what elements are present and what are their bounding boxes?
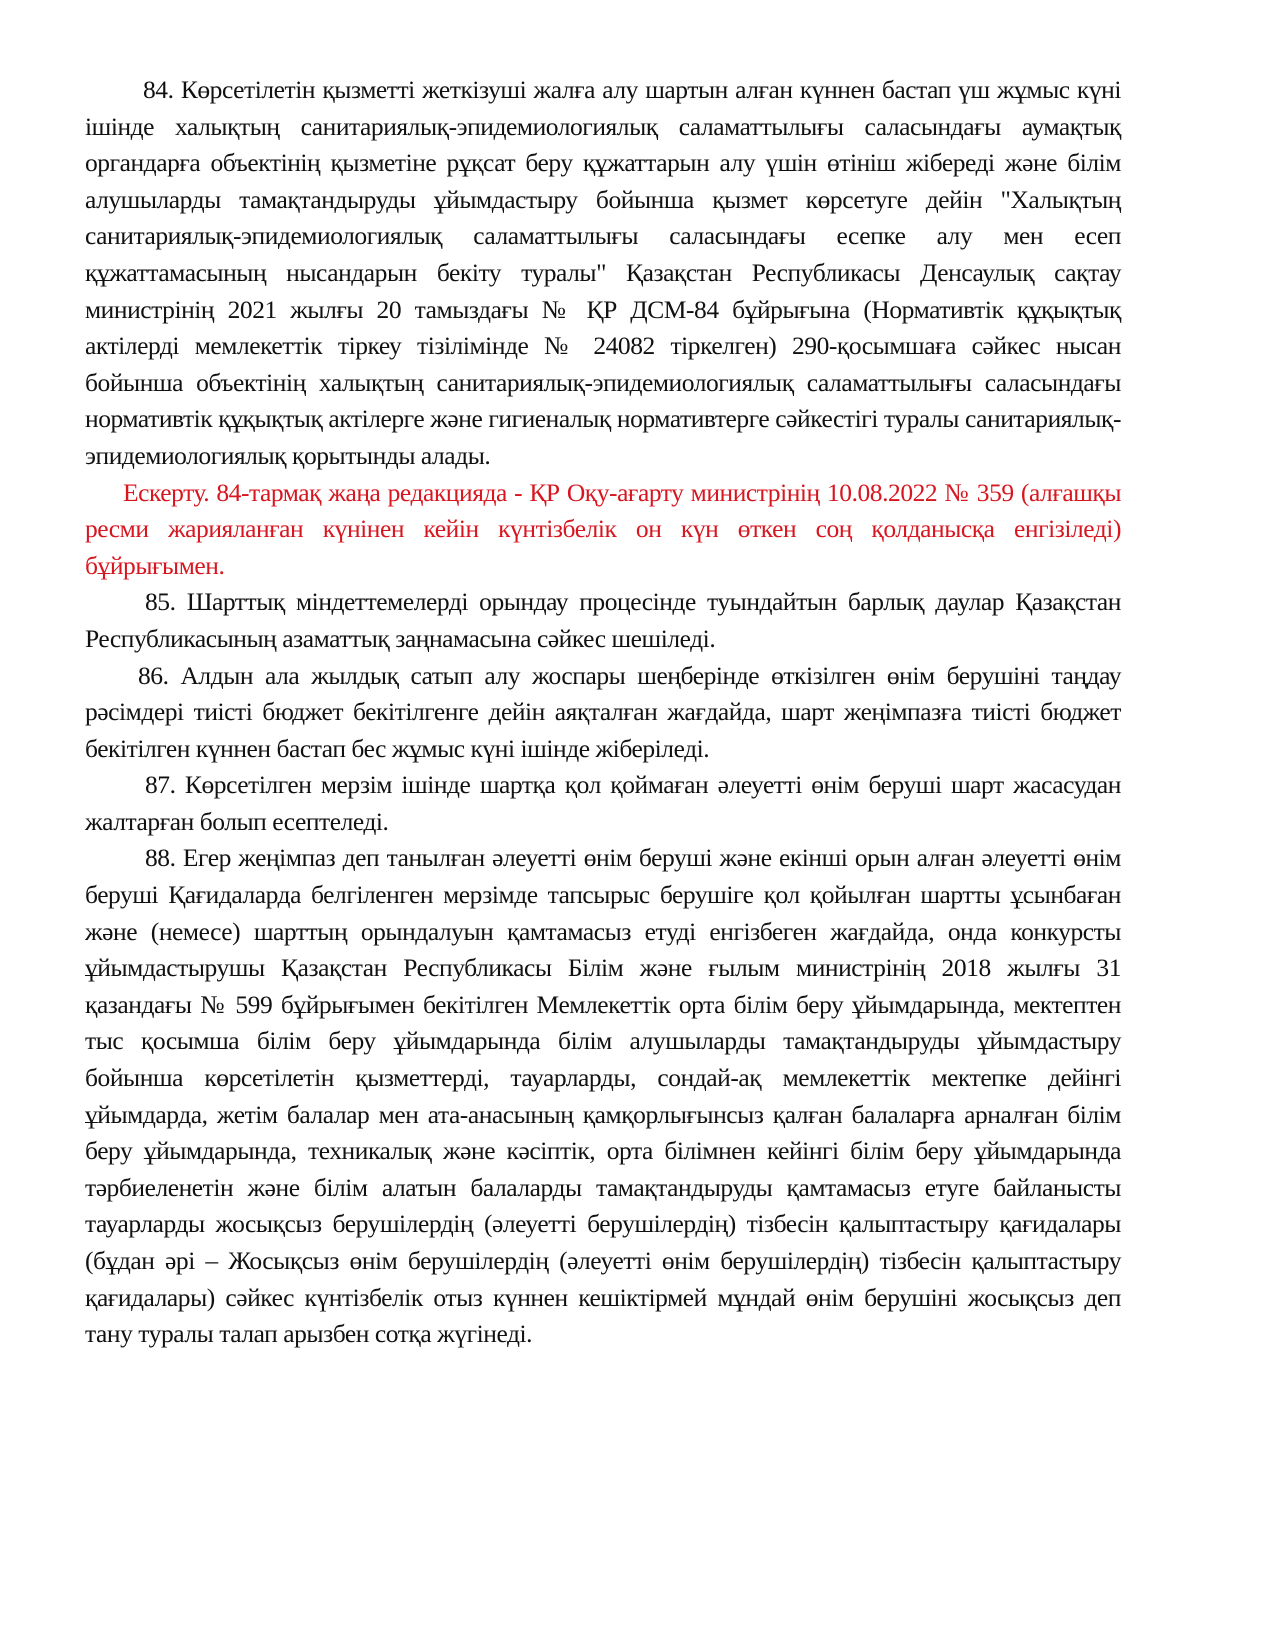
clause-84: 84. Көрсетілетін қызметті жеткізуші жалға алу шартын алған күннен бастап үш жұмыс күні ішінде халықтың санитариялық-эпидемиологиялық саламаттылығы саласындағы аумақтық органдарға объектінің қызметіне рұқсат беру құжаттарын алу үшін өтініш жібереді және білім алушыларды тамақтандыруды ұйымдастыру бойынша қызмет көрсетуге дейін "Халықтың санитариялық-эпидемиологиялық саламаттылығы саласындағы есепке алу мен есеп құжаттамасының нысандарын бекіту туралы" Қазақстан Республикасы Денсаулық сақтау министрінің 2021 жылғы 20 тамыздағы № ҚР ДСМ-84 бұйрығына (Нормативтік құқықтық актілерді мемлекеттік тіркеу тізілімінде № 24082 тіркелген) 290-қосымшаға сәйкес нысан бойынша объектінің халықтың санитариялық-эпидемиологиялық саламаттылығы саласындағы нормативтік құқықтық актілерге және гигиеналық нормативтерге сәйкестігі туралы санитариялық-эпидемиологиялық қорытынды алады. bbox=[85, 75, 1121, 470]
clause-86: 86. Алдын ала жылдық сатып алу жоспары шеңберінде өткізілген өнім берушіні таңдау рәсімдері тиісті бюджет бекітілгенге дейін аяқталған жағдайда, шарт жеңімпазға тиісті бюджет бекітілген күннен бастап бес жұмыс күні ішінде жіберіледі. bbox=[85, 660, 1121, 763]
clause-88: 88. Егер жеңімпаз деп танылған әлеуетті өнім беруші және екінші орын алған әлеуетті өнім беруші Қағидаларда белгіленген мерзімде тапсырыс берушіге қол қойылған шартты ұсынбаған және (немесе) шарттың орындалуын қамтамасыз етуді енгізбеген жағдайда, онда конкурсты ұйымдастырушы Қазақстан Республикасы Білім және ғылым министрінің 2018 жылғы 31 қазандағы № 599 бұйрығымен бекітілген Мемлекеттік орта білім беру ұйымдарында, мектептен тыс қосымша білім беру ұйымдарында білім алушыларды тамақтандыруды ұйымдастыру бойынша көрсетілетін қызметтерді, тауарларды, сондай-ақ мемлекеттік мектепке дейінгі ұйымдарда, жетім балалар мен ата-анасының қамқорлығынсыз қалған балаларға арналған білім беру ұйымдарында, техникалық және кәсіптік, орта білімнен кейінгі білім беру ұйымдарында тәрбиеленетін және білім алатын балаларды тамақтандыруды қамтамасыз етуге байланысты тауарларды жосықсыз берушілердің (әлеуетті берушілердің) тізбесін қалыптастыру қағидалары (бұдан әрі – Жосықсыз өнім берушілердің (әлеуетті өнім берушілердің) тізбесін қалыптастыру қағидалары) сәйкес күнтізбелік отыз күннен кешіктірмей мұндай өнім берушіні жосықсыз деп тану туралы талап арызбен сотқа жүгінеді. bbox=[85, 843, 1121, 1349]
clause-85: 85. Шарттық міндеттемелерді орындау процесінде туындайтын барлық даулар Қазақстан Республикасының азаматтық заңнамасына сәйкес шешіледі. bbox=[85, 587, 1121, 653]
document-page bbox=[85, 72, 1121, 1353]
clause-87: 87. Көрсетілген мерзім ішінде шартқа қол қоймаған әлеуетті өнім беруші шарт жасасудан жалтарған болып есептеледі. bbox=[85, 770, 1121, 836]
amendment-note-84: Ескерту. 84-тармақ жаңа редакцияда - ҚР Оқу-ағарту министрінің 10.08.2022 № 359 (алғашқы ресми жарияланған күнінен кейін күнтізбелік он күн өткен соң қолданысқа енгізіледі) бұйрығымен. bbox=[85, 477, 1121, 580]
